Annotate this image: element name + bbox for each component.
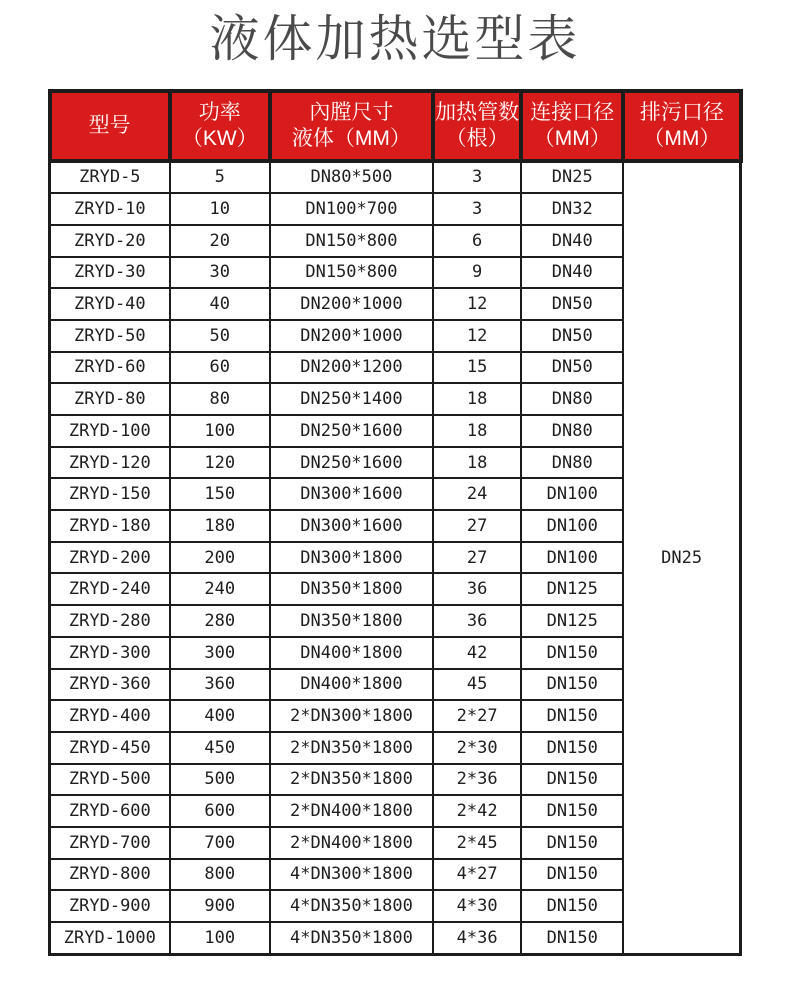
header-chamber-size-line1: 內膛尺寸	[309, 100, 394, 124]
cell-model: ZRYD-200	[50, 542, 170, 574]
cell-connection-diameter: DN100	[521, 510, 623, 542]
cell-power: 10	[170, 193, 270, 225]
cell-tube-count: 3	[433, 161, 521, 194]
cell-tube-count: 2*42	[433, 795, 521, 827]
header-connection-diameter	[521, 91, 623, 161]
cell-connection-diameter: DN50	[521, 352, 623, 384]
cell-chamber-size: DN300*1800	[270, 542, 433, 574]
table-row	[50, 161, 741, 194]
cell-model: ZRYD-60	[50, 352, 170, 384]
cell-chamber-size: DN150*800	[270, 257, 433, 289]
cell-model: ZRYD-80	[50, 383, 170, 415]
cell-connection-diameter: DN150	[521, 669, 623, 701]
cell-tube-count: 27	[433, 510, 521, 542]
cell-chamber-size: DN350*1800	[270, 573, 433, 605]
cell-connection-diameter: DN150	[521, 890, 623, 922]
cell-chamber-size: DN350*1800	[270, 605, 433, 637]
cell-power: 180	[170, 510, 270, 542]
cell-connection-diameter: DN150	[521, 922, 623, 954]
cell-tube-count: 9	[433, 257, 521, 289]
cell-tube-count: 24	[433, 478, 521, 510]
cell-chamber-size: DN400*1800	[270, 637, 433, 669]
cell-chamber-size: DN250*1600	[270, 447, 433, 479]
cell-tube-count: 4*27	[433, 859, 521, 891]
cell-tube-count: 4*30	[433, 890, 521, 922]
cell-power: 900	[170, 890, 270, 922]
cell-model: ZRYD-300	[50, 637, 170, 669]
header-drain-diameter	[623, 91, 740, 161]
cell-connection-diameter: DN40	[521, 225, 623, 257]
cell-chamber-size: DN400*1800	[270, 669, 433, 701]
header-drain-diameter-line2: （MM）	[643, 126, 721, 150]
cell-chamber-size: 4*DN350*1800	[270, 922, 433, 954]
header-power-line2: （KW）	[181, 126, 258, 150]
header-connection-diameter-line1: 连接口径	[530, 100, 615, 124]
cell-connection-diameter: DN50	[521, 288, 623, 320]
cell-connection-diameter: DN100	[521, 478, 623, 510]
cell-tube-count: 36	[433, 605, 521, 637]
cell-connection-diameter: DN150	[521, 637, 623, 669]
cell-power: 50	[170, 320, 270, 352]
header-chamber-size	[270, 91, 433, 161]
cell-drain-diameter-merged: DN25	[623, 161, 740, 955]
cell-chamber-size: DN300*1600	[270, 510, 433, 542]
cell-power: 240	[170, 573, 270, 605]
cell-model: ZRYD-500	[50, 764, 170, 796]
cell-power: 100	[170, 415, 270, 447]
cell-connection-diameter: DN100	[521, 542, 623, 574]
header-tube-count-line1: 加热管数	[435, 100, 520, 124]
cell-chamber-size: 4*DN300*1800	[270, 859, 433, 891]
header-power	[170, 91, 270, 161]
cell-model: ZRYD-150	[50, 478, 170, 510]
header-model-line1: 型号	[88, 113, 131, 137]
table-body	[50, 161, 741, 955]
cell-model: ZRYD-800	[50, 859, 170, 891]
cell-power: 800	[170, 859, 270, 891]
cell-model: ZRYD-1000	[50, 922, 170, 954]
cell-tube-count: 2*27	[433, 700, 521, 732]
cell-connection-diameter: DN80	[521, 383, 623, 415]
cell-power: 30	[170, 257, 270, 289]
cell-model: ZRYD-360	[50, 669, 170, 701]
cell-model: ZRYD-450	[50, 732, 170, 764]
cell-power: 120	[170, 447, 270, 479]
cell-power: 300	[170, 637, 270, 669]
cell-model: ZRYD-600	[50, 795, 170, 827]
cell-power: 500	[170, 764, 270, 796]
cell-connection-diameter: DN150	[521, 732, 623, 764]
cell-connection-diameter: DN80	[521, 415, 623, 447]
cell-power: 700	[170, 827, 270, 859]
cell-tube-count: 18	[433, 415, 521, 447]
cell-chamber-size: DN250*1600	[270, 415, 433, 447]
cell-chamber-size: 2*DN400*1800	[270, 795, 433, 827]
cell-chamber-size: 2*DN350*1800	[270, 732, 433, 764]
cell-tube-count: 18	[433, 383, 521, 415]
cell-chamber-size: 2*DN300*1800	[270, 700, 433, 732]
header-chamber-size-line2: 液体（MM）	[291, 126, 411, 150]
cell-chamber-size: DN200*1000	[270, 320, 433, 352]
header-row	[50, 91, 741, 161]
cell-tube-count: 18	[433, 447, 521, 479]
cell-connection-diameter: DN150	[521, 859, 623, 891]
cell-chamber-size: DN150*800	[270, 225, 433, 257]
cell-chamber-size: DN300*1600	[270, 478, 433, 510]
page-title: 液体加热选型表	[209, 11, 581, 67]
cell-tube-count: 27	[433, 542, 521, 574]
cell-connection-diameter: DN50	[521, 320, 623, 352]
cell-model: ZRYD-20	[50, 225, 170, 257]
table-header	[50, 91, 741, 161]
cell-power: 400	[170, 700, 270, 732]
cell-model: ZRYD-180	[50, 510, 170, 542]
cell-model: ZRYD-100	[50, 415, 170, 447]
cell-chamber-size: DN100*700	[270, 193, 433, 225]
cell-power: 20	[170, 225, 270, 257]
cell-model: ZRYD-10	[50, 193, 170, 225]
cell-connection-diameter: DN150	[521, 827, 623, 859]
cell-tube-count: 2*36	[433, 764, 521, 796]
cell-tube-count: 15	[433, 352, 521, 384]
cell-chamber-size: 2*DN400*1800	[270, 827, 433, 859]
cell-tube-count: 36	[433, 573, 521, 605]
cell-connection-diameter: DN32	[521, 193, 623, 225]
cell-power: 60	[170, 352, 270, 384]
cell-chamber-size: 4*DN350*1800	[270, 890, 433, 922]
cell-connection-diameter: DN150	[521, 795, 623, 827]
header-power-line1: 功率	[198, 100, 241, 124]
cell-connection-diameter: DN125	[521, 605, 623, 637]
cell-model: ZRYD-400	[50, 700, 170, 732]
cell-connection-diameter: DN150	[521, 700, 623, 732]
cell-model: ZRYD-700	[50, 827, 170, 859]
cell-model: ZRYD-120	[50, 447, 170, 479]
cell-power: 40	[170, 288, 270, 320]
cell-power: 100	[170, 922, 270, 954]
cell-tube-count: 42	[433, 637, 521, 669]
cell-power: 80	[170, 383, 270, 415]
cell-power: 280	[170, 605, 270, 637]
cell-model: ZRYD-30	[50, 257, 170, 289]
cell-connection-diameter: DN150	[521, 764, 623, 796]
cell-chamber-size: 2*DN350*1800	[270, 764, 433, 796]
header-drain-diameter-line1: 排污口径	[639, 100, 724, 124]
header-connection-diameter-line2: （MM）	[533, 126, 611, 150]
cell-tube-count: 12	[433, 320, 521, 352]
cell-power: 360	[170, 669, 270, 701]
cell-tube-count: 6	[433, 225, 521, 257]
header-model	[50, 91, 170, 161]
cell-tube-count: 3	[433, 193, 521, 225]
cell-model: ZRYD-240	[50, 573, 170, 605]
cell-power: 200	[170, 542, 270, 574]
cell-model: ZRYD-50	[50, 320, 170, 352]
cell-tube-count: 2*45	[433, 827, 521, 859]
cell-model: ZRYD-900	[50, 890, 170, 922]
cell-connection-diameter: DN40	[521, 257, 623, 289]
cell-chamber-size: DN80*500	[270, 161, 433, 194]
cell-power: 450	[170, 732, 270, 764]
cell-connection-diameter: DN25	[521, 161, 623, 194]
cell-connection-diameter: DN125	[521, 573, 623, 605]
cell-model: ZRYD-280	[50, 605, 170, 637]
cell-model: ZRYD-40	[50, 288, 170, 320]
cell-chamber-size: DN250*1400	[270, 383, 433, 415]
cell-chamber-size: DN200*1000	[270, 288, 433, 320]
cell-tube-count: 12	[433, 288, 521, 320]
cell-power: 150	[170, 478, 270, 510]
header-tube-count-line2: （根）	[445, 126, 509, 150]
cell-tube-count: 2*30	[433, 732, 521, 764]
cell-connection-diameter: DN80	[521, 447, 623, 479]
cell-tube-count: 45	[433, 669, 521, 701]
cell-chamber-size: DN200*1200	[270, 352, 433, 384]
spec-table	[48, 89, 743, 956]
header-tube-count	[433, 91, 521, 161]
cell-power: 5	[170, 161, 270, 194]
cell-tube-count: 4*36	[433, 922, 521, 954]
cell-power: 600	[170, 795, 270, 827]
cell-model: ZRYD-5	[50, 161, 170, 194]
